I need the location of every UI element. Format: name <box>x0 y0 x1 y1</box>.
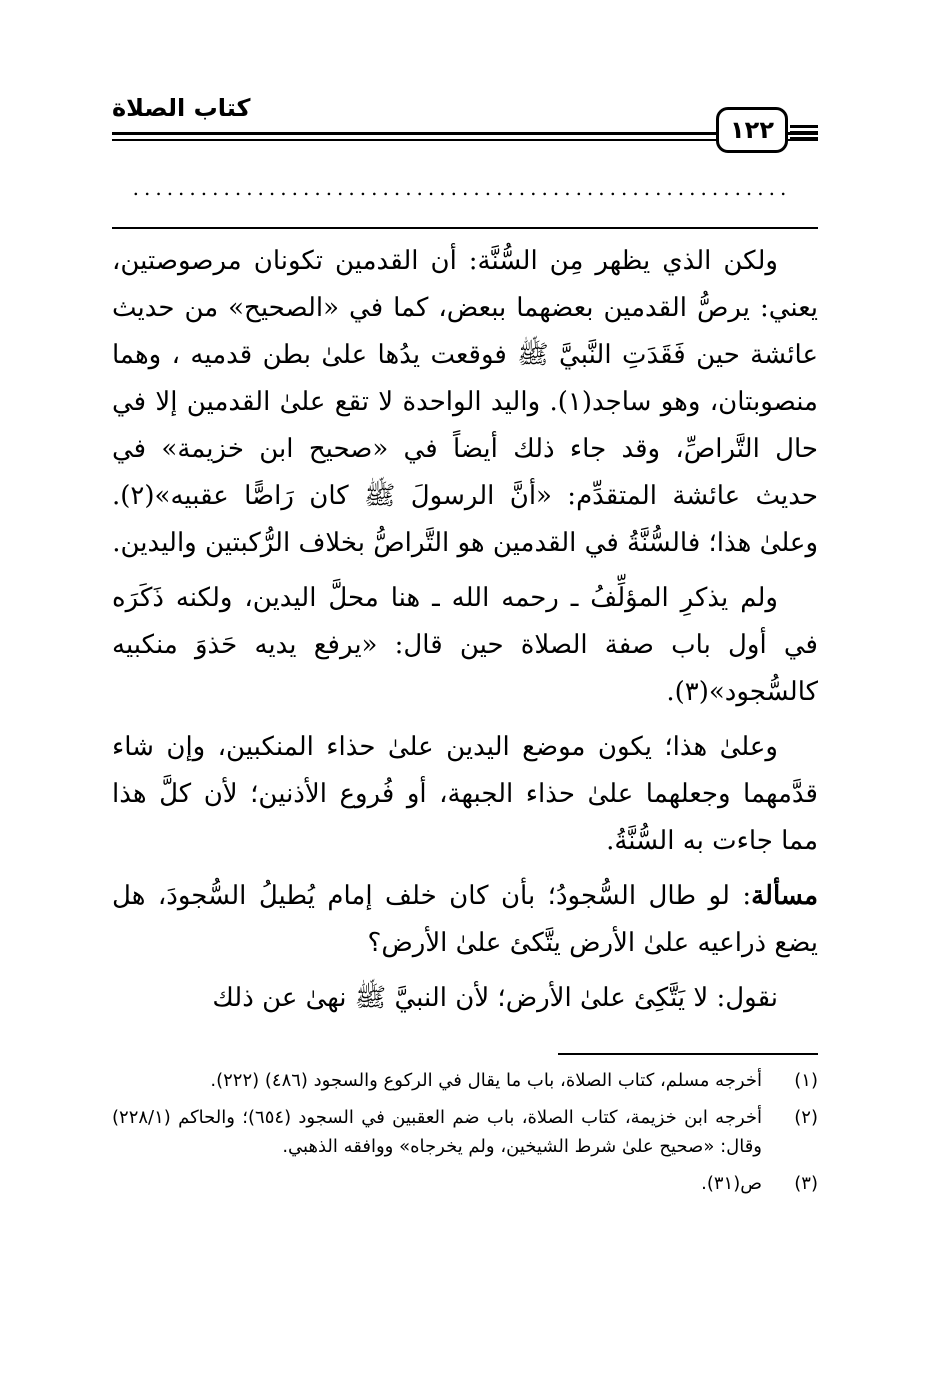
footnote-rule <box>558 1053 818 1055</box>
footnote <box>112 1066 818 1095</box>
main-text <box>112 238 818 1030</box>
paragraph: نقول: لا يَتَّكِئ علىٰ الأرض؛ لأن النبيَّ ﷺ نهىٰ عن ذلك <box>212 983 778 1013</box>
footnote-text: أخرجه مسلم، كتاب الصلاة، باب ما يقال في الركوع والسجود (٤٨٦) (٢٢٢). <box>210 1070 762 1091</box>
footnote-number: (٣) <box>794 1173 818 1194</box>
footnotes <box>112 1066 818 1206</box>
footnote-text: ص(٣١). <box>701 1173 762 1194</box>
footnote <box>112 1103 818 1161</box>
section-rule <box>112 227 818 229</box>
paragraph: ولكن الذي يظهر مِن السُّنَّة: أن القدمين تكونان مرصوصتين، يعني: يرصُّ القدمين بعضهما ببعض، كما في «الصحيح» من حديث عائشة حين فَقَدَتِ النَّبيَّ ﷺ فوقعت يدُها علىٰ بطن قدميه ، وهما منصوبتان، وهو ساجد(١). واليد الواحدة لا تقع علىٰ القدمين إلا في حال التَّراصِّ، وقد جاء ذلك أيضاً في «صحيح ابن خزيمة» في حديث عائشة المتقدِّم: «أنَّ الرسولَ ﷺ كان رَاصًّا عقبيه»(٢). وعلىٰ هذا؛ فالسُّنَّةُ في القدمين هو التَّراصُّ بخلاف الرُّكبتين واليدين. <box>112 246 818 558</box>
dotted-separator: .......................................................... <box>132 176 792 200</box>
footnote-number: (٢) <box>794 1107 818 1128</box>
masala-label: مسألة <box>751 881 818 911</box>
header-rule <box>112 132 818 135</box>
running-header-title: كتاب الصلاة <box>112 94 251 122</box>
masala-text: : لو طال السُّجودُ؛ بأن كان خلف إمام يُطيلُ السُّجودَ، هل يضع ذراعيه علىٰ الأرض يتَّكئ علىٰ الأرض؟ <box>112 881 818 958</box>
footnote-number: (١) <box>794 1070 818 1091</box>
masala-paragraph <box>112 873 818 967</box>
footnote <box>112 1169 818 1198</box>
header-rule-thin <box>112 139 818 141</box>
paragraph: ولم يذكرِ المؤلِّفُ ـ رحمه الله ـ هنا محلَّ اليدين، ولكنه ذَكَرَه في أول باب صفة الصلاة حين قال: «يرفع يديه حَذوَ منكبيه كالسُّجود»(٣). <box>112 583 818 707</box>
paragraph: وعلىٰ هذا؛ يكون موضع اليدين علىٰ حذاء المنكبين، وإن شاء قدَّمهما وجعلهما علىٰ حذاء الجبهة، أو فُروع الأذنين؛ لأن كلَّ هذا مما جاءت به السُّنَّةُ. <box>112 732 818 856</box>
footnote-text: أخرجه ابن خزيمة، كتاب الصلاة، باب ضم العقبين في السجود (٦٥٤)؛ والحاكم (٢٢٨/١) وقال: «صحيح علىٰ شرط الشيخين، ولم يخرجاه» ووافقه الذهبي. <box>112 1107 762 1157</box>
header-ornament-bars <box>790 125 818 142</box>
page-number: ١٢٢ <box>716 107 788 153</box>
